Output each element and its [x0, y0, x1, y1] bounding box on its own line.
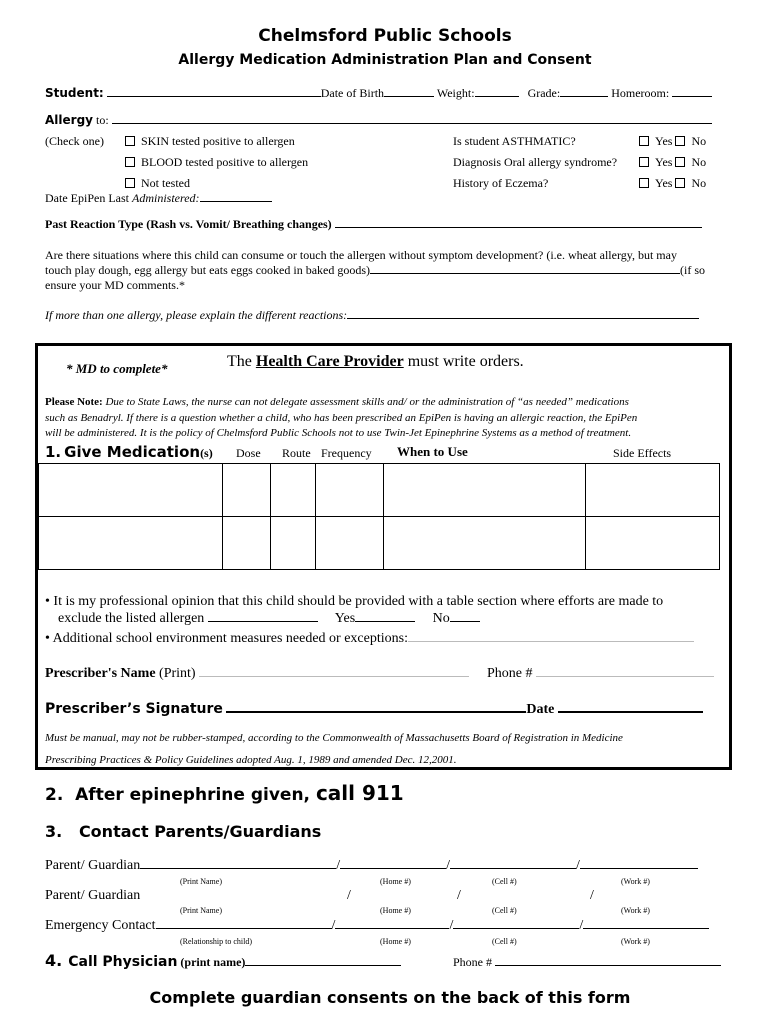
checkbox[interactable] — [125, 178, 135, 188]
parent-row-1: Parent/ Guardian / / / — [45, 858, 698, 874]
weight-label: Weight: — [436, 86, 475, 100]
side-effects-cell[interactable] — [586, 464, 720, 517]
checkbox-no[interactable] — [675, 157, 685, 167]
question-oral-allergy: Diagnosis Oral allergy syndrome? — [453, 155, 618, 169]
when-cell[interactable] — [384, 464, 586, 517]
yes-no-eczema[interactable]: Yes No — [639, 176, 706, 191]
form-title: Chelmsford Public Schools — [258, 26, 512, 46]
situations-field[interactable] — [370, 263, 680, 274]
allergy-label: Allergy — [45, 113, 93, 127]
multiple-allergy-row: If more than one allergy, please explain the different reactions: — [45, 308, 699, 323]
col-side-effects: Side Effects — [613, 446, 672, 460]
emergency-work-field[interactable] — [583, 918, 709, 929]
environment-field[interactable] — [408, 631, 694, 642]
situations-line-2: touch play dough, egg allergy but eats eggs cooked in baked goods) (if so — [45, 263, 706, 277]
epipen-row: Date EpiPen Last Administered: — [45, 191, 272, 206]
situations-line-3: ensure your MD comments.* — [45, 278, 185, 292]
signature-date-field[interactable] — [558, 701, 703, 713]
opinion-line-2: exclude the listed allergen Yes No — [58, 611, 480, 627]
emergency-contact-row: Emergency Contact / / / — [45, 918, 709, 934]
manual-note-line-2: Prescribing Practices & Policy Guidelines adopted Aug. 1, 1989 and amended Dec. 12,2001. — [45, 754, 457, 766]
situations-line-1: Are there situations where this child can consume or touch the allergen without symptom development? (i.e. wheat allergy, but may — [45, 248, 677, 262]
physician-name-field[interactable] — [245, 955, 401, 966]
allergy-row — [45, 113, 712, 128]
option-blood[interactable]: BLOOD tested positive to allergen — [125, 155, 308, 170]
col-frequency: Frequency — [321, 446, 372, 460]
med-cell[interactable] — [39, 517, 223, 570]
yes-no-oral-allergy[interactable]: Yes No — [639, 155, 706, 170]
multiple-allergy-field[interactable] — [347, 308, 699, 319]
prescriber-name-row: Prescriber's Name (Print) — [45, 666, 469, 682]
section-3-heading: 3. Contact Parents/Guardians — [45, 822, 322, 841]
check-one-label: (Check one) — [45, 134, 104, 148]
caption-print-name: (Print Name) — [180, 877, 222, 886]
option-not-tested[interactable]: Not tested — [125, 176, 190, 191]
footer-note: Complete guardian consents on the back of this form — [149, 988, 631, 1007]
emergency-home-field[interactable] — [335, 918, 449, 929]
student-label: Student: — [45, 86, 104, 100]
frequency-cell[interactable] — [316, 517, 384, 570]
form-subtitle: Allergy Medication Administration Plan and Consent — [178, 52, 592, 68]
caption-work: (Work #) — [621, 877, 650, 886]
prescriber-name-field[interactable] — [199, 666, 469, 677]
emergency-cell-field[interactable] — [453, 918, 579, 929]
col-when-to-use: When to Use — [397, 444, 468, 459]
student-field[interactable] — [107, 86, 321, 97]
caption-work: (Work #) — [621, 906, 650, 915]
checkbox-yes[interactable] — [639, 157, 649, 167]
checkbox-yes[interactable] — [639, 136, 649, 146]
parent-1-name-field[interactable] — [140, 858, 336, 869]
yes-no-asthmatic[interactable]: Yes No — [639, 134, 706, 149]
past-reaction-field[interactable] — [335, 217, 702, 228]
checkbox-yes[interactable] — [639, 178, 649, 188]
route-cell[interactable] — [271, 464, 316, 517]
no-field[interactable] — [450, 611, 480, 622]
route-cell[interactable] — [271, 517, 316, 570]
epipen-date-field[interactable] — [200, 191, 272, 202]
dose-cell[interactable] — [223, 517, 271, 570]
allergy-to: to: — [95, 113, 109, 127]
signature-field[interactable] — [226, 701, 526, 713]
health-care-provider-heading: The Health Care Provider must write orders. — [227, 353, 524, 370]
physician-phone-field[interactable] — [495, 955, 721, 966]
opinion-line-1: • It is my professional opinion that this child should be provided with a table section where efforts are made to — [45, 594, 664, 609]
parent-label-2: Parent/ Guardian — [45, 888, 141, 903]
col-route: Route — [282, 446, 311, 460]
allergy-field[interactable] — [112, 113, 712, 124]
dose-cell[interactable] — [223, 464, 271, 517]
section-2-heading: 2. After epinephrine given, call 911 — [45, 781, 404, 805]
caption-home: (Home #) — [380, 937, 411, 946]
dob-label: Date of Birth — [320, 86, 385, 100]
environment-line: • Additional school environment measures needed or exceptions: — [45, 631, 694, 647]
checkbox-no[interactable] — [675, 178, 685, 188]
homeroom-label: Homeroom: — [611, 86, 670, 100]
caption-cell: (Cell #) — [492, 877, 517, 886]
checkbox-no[interactable] — [675, 136, 685, 146]
please-note-line-1: Please Note: Due to State Laws, the nurse can not delegate assessment skills and/ or the administration of “as needed” medications — [45, 396, 629, 408]
grade-label: Grade: — [527, 86, 561, 100]
yes-field[interactable] — [355, 611, 415, 622]
past-reaction-row: Past Reaction Type (Rash vs. Vomit/ Breathing changes) — [45, 217, 702, 232]
dob-field[interactable] — [384, 86, 434, 97]
when-cell[interactable] — [384, 517, 586, 570]
please-note-line-3: will be administered. It is the policy of Chelmsford Public Schools not to use Twin-Jet Epinephrine Systems as a method of treatment. — [45, 427, 632, 439]
homeroom-field[interactable] — [672, 86, 712, 97]
grade-field[interactable] — [560, 86, 608, 97]
option-skin[interactable]: SKIN tested positive to allergen — [125, 134, 295, 149]
col-dose: Dose — [236, 446, 261, 460]
table-row — [39, 464, 720, 517]
parent-1-home-field[interactable] — [340, 858, 446, 869]
physician-phone-row: Phone # — [453, 955, 721, 970]
parent-1-cell-field[interactable] — [450, 858, 576, 869]
manual-note-line-1: Must be manual, may not be rubber-stamped, according to the Commonwealth of Massachusetts Board of Registration in Medicine — [45, 732, 623, 744]
caption-relationship: (Relationship to child) — [180, 937, 252, 946]
section-4-row: 4. Call Physician (print name) — [45, 951, 401, 970]
caption-cell: (Cell #) — [492, 937, 517, 946]
checkbox[interactable] — [125, 157, 135, 167]
please-note-line-2: such as Benadryl. If there is a question whether a child, who has been prescribed an EpiPen is having an allergic reaction, the EpiPen — [45, 412, 638, 424]
caption-home: (Home #) — [380, 877, 411, 886]
give-medication-heading: 1. Give Medication(s) — [45, 443, 213, 461]
signature-row: Prescriber’s Signature Date — [45, 701, 703, 718]
caption-cell: (Cell #) — [492, 906, 517, 915]
checkbox[interactable] — [125, 136, 135, 146]
caption-print-name: (Print Name) — [180, 906, 222, 915]
frequency-cell[interactable] — [316, 464, 384, 517]
student-row — [45, 86, 712, 101]
prescriber-phone-field[interactable] — [536, 666, 714, 677]
prescriber-phone-row: Phone # — [487, 666, 714, 682]
table-row — [39, 517, 720, 570]
question-asthmatic: Is student ASTHMATIC? — [453, 134, 576, 148]
weight-field[interactable] — [475, 86, 519, 97]
emergency-name-field[interactable] — [156, 918, 332, 929]
caption-work: (Work #) — [621, 937, 650, 946]
question-eczema: History of Eczema? — [453, 176, 549, 190]
med-cell[interactable] — [39, 464, 223, 517]
side-effects-cell[interactable] — [586, 517, 720, 570]
medication-table — [38, 463, 720, 570]
md-complete-note: * MD to complete* — [66, 361, 168, 376]
allergen-field[interactable] — [208, 611, 318, 622]
caption-home: (Home #) — [380, 906, 411, 915]
parent-1-work-field[interactable] — [580, 858, 698, 869]
